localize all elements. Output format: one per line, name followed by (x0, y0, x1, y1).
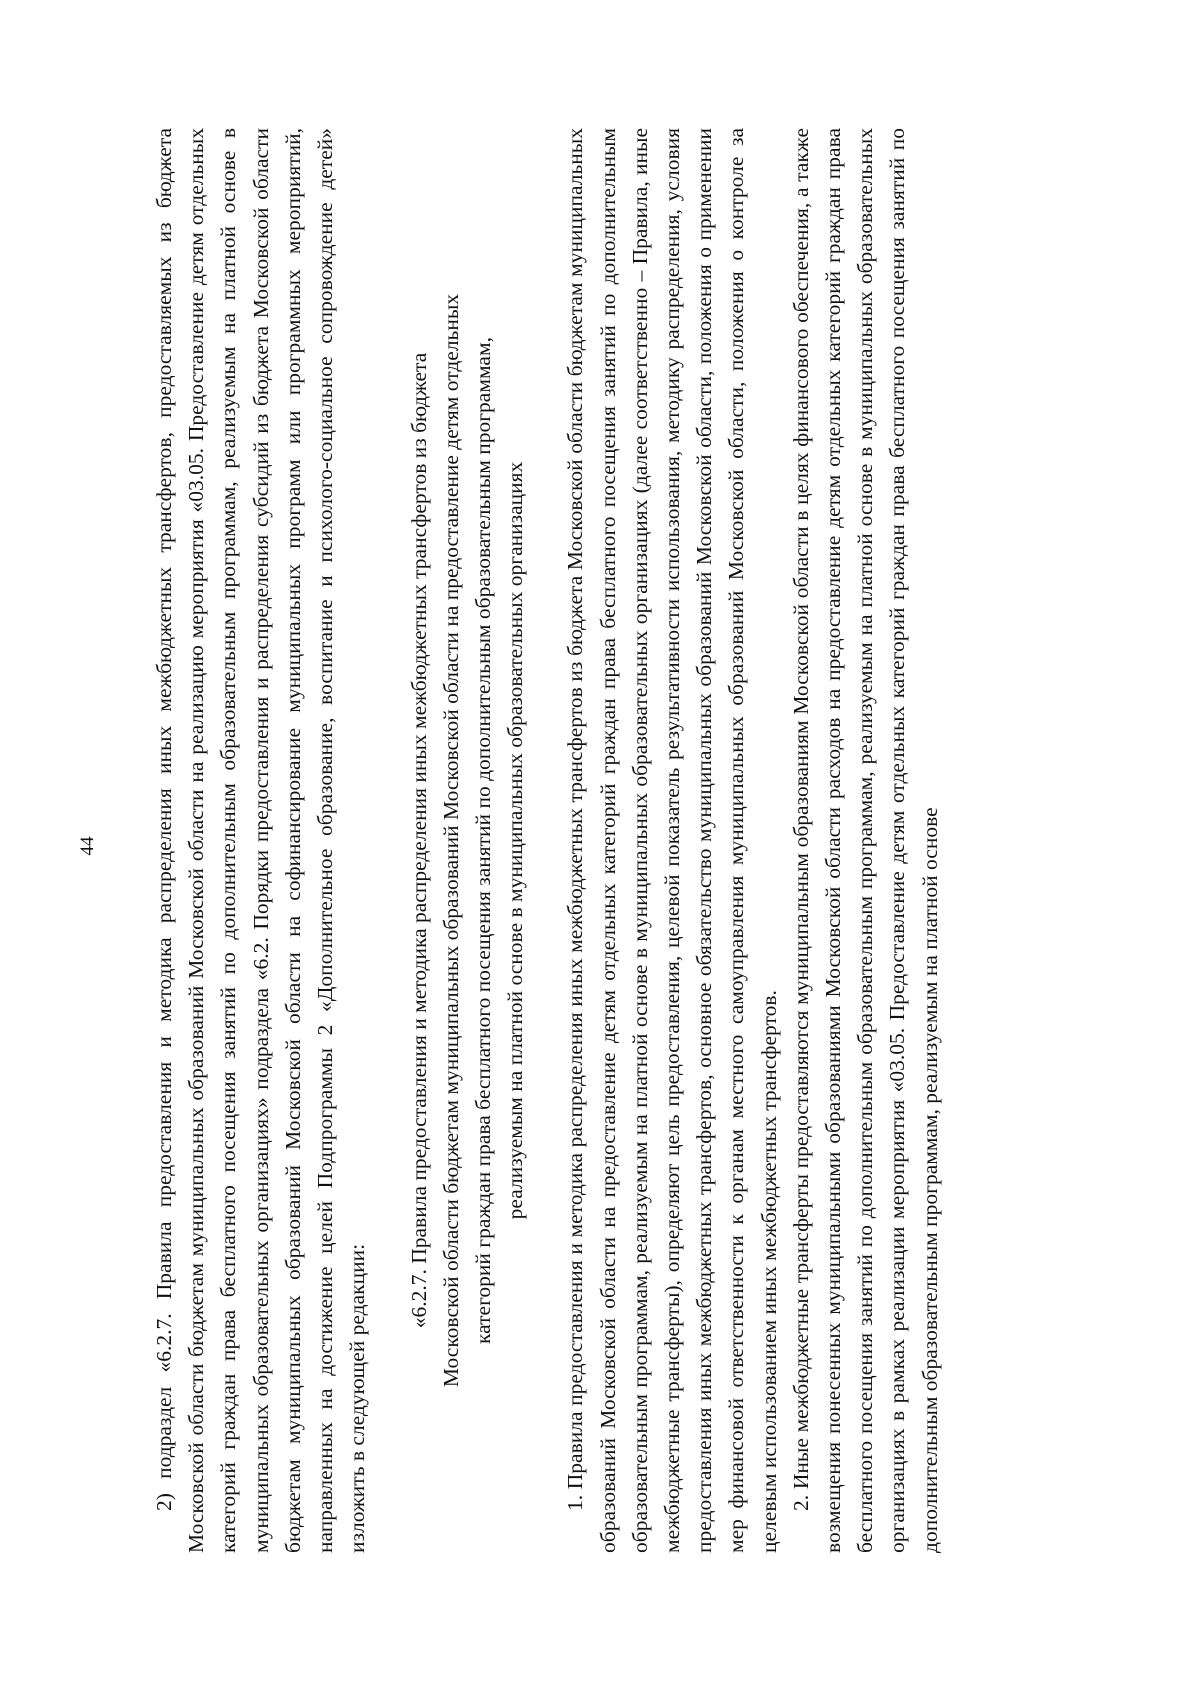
page-number: 44 (77, 836, 98, 856)
rotated-content (148, 128, 1028, 1553)
paragraph-2: 2. Иные межбюджетные трансферты предоставляются муниципальным образованиям Московской области в целях финансового обеспечения, а также возмещения понесенных муниципальными образованиями Московской области расходов на предоставление детям отдельных категорий граждан права бесплатного посещения занятий по дополнительным образовательным программам, реализуемым на платной основе в муниципальных образовательных организациях в рамках реализации мероприятия «03.05. Предоставление детям отдельных категорий граждан права бесплатного посещения занятий по дополнительным образовательным программам, реализуемым на платной основе (788, 128, 942, 1553)
paragraph-1: 1. Правила предоставления и методика распределения иных межбюджетных трансфертов из бюджета Московской области бюджетам муниципальных образований Московской области на предоставление детям отдельных категорий граждан права бесплатного посещения занятий по дополнительным образовательным программам, реализуемым на платной основе в муниципальных образовательных организациях (далее соответственно – Правила, иные межбюджетные трансферты), определяют цель предоставления, целевой показатель результативности использования, методику распределения, условия предоставления иных межбюджетных трансфертов, основное обязательство муниципальных образований Московской области, положения о применении мер финансовой ответственности к органам местного самоуправления муниципальных образований Московской области, положения о контроле за целевым использованием иных межбюджетных трансфертов. (563, 128, 781, 1553)
section-title-line-4: реализуемым на платной основе в муниципальных образовательных организациях (503, 461, 528, 1220)
section-title-line-1: «6.2.7. Правила предоставления и методика распределения иных межбюджетных трансфертов из бюджета (407, 352, 432, 1329)
document-body (148, 128, 1028, 1553)
section-title-line-3: категорий граждан права бесплатного посещения занятий по дополнительным образовательным программам, (471, 337, 496, 1344)
section-title-line-2: Московской области бюджетам муниципальных образований Московской области на предоставление детям отдельных (439, 293, 464, 1388)
section-title (403, 128, 531, 1553)
intro-paragraph: 2) подраздел «6.2.7. Правила предоставления и методика распределения иных межбюджетных трансфертов, предоставляемых из бюджета Московской области бюджетам муниципальных образований Московской области на реализацию мероприятия «03.05. Предоставление детям отдельных категорий граждан права бесплатного посещения занятий по дополнительным образовательным программам, реализуемым на платной основе в муниципальных образовательных организациях» подраздела «6.2. Порядки предоставления и распределения субсидий из бюджета Московской области бюджетам муниципальных образований Московской области на софинансирование муниципальных программ или программных мероприятий, направленных на достижение целей Подпрограммы 2 «Дополнительное образование, воспитание и психолого-социальное сопровождение детей» изложить в следующей редакции: (152, 128, 370, 1553)
